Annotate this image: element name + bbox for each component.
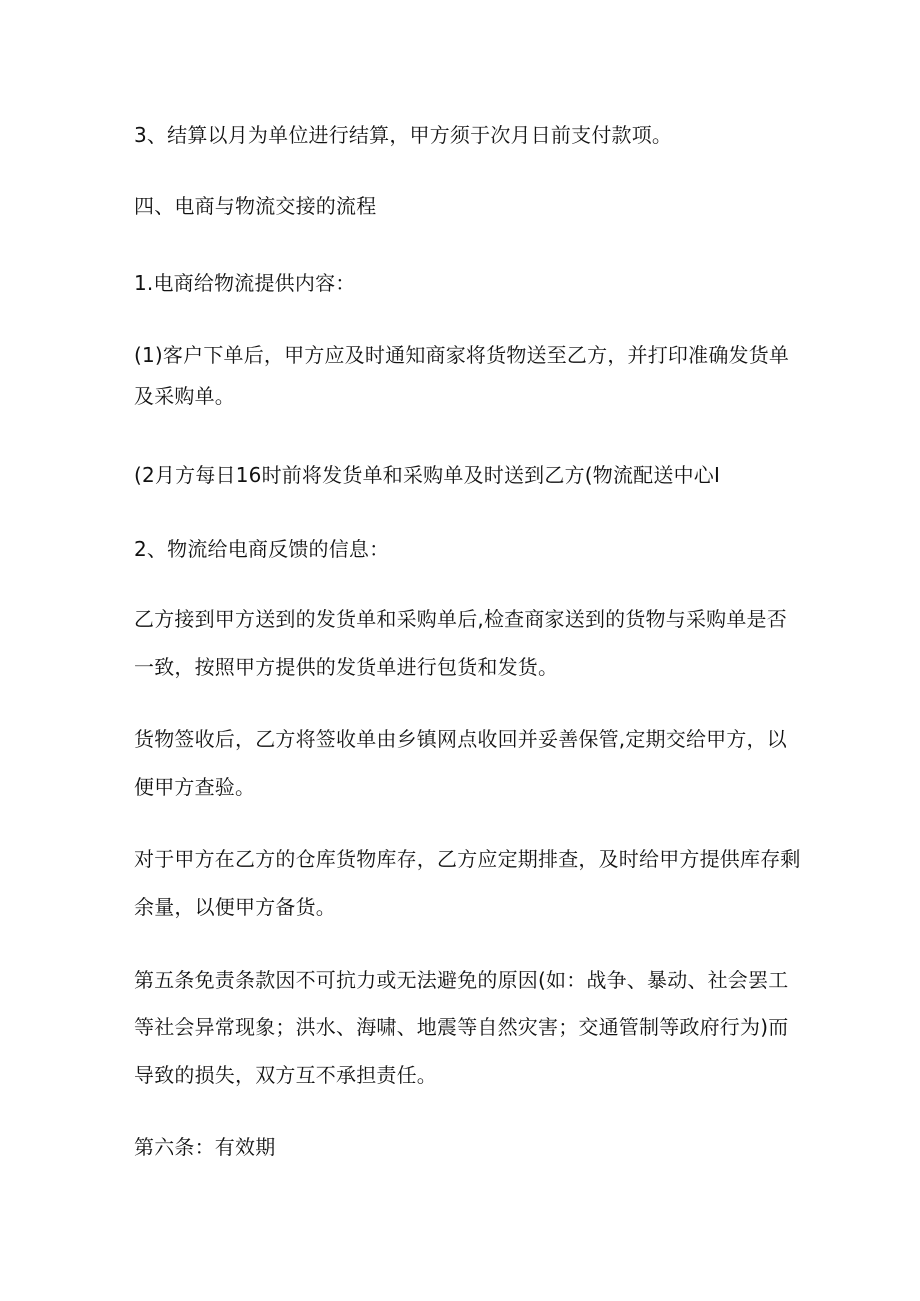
article-five-line-1: 第五条免责条款因不可抗力或无法避免的原因(如：战争、暴动、社会罢工: [134, 968, 789, 992]
item-1-heading: 1.电商给物流提供内容：: [134, 271, 356, 295]
item-1-1-text-line-1: (1)客户下单后，甲方应及时通知商家将货物送至乙方，并打印准确发货单: [134, 343, 790, 367]
article-five-line-2: 等社会异常现象；洪水、海啸、地震等自然灾害；交通管制等政府行为)而: [134, 1015, 789, 1039]
item-1-2-text: (2月方每日16时前将发货单和采购单及时送到乙方(物流配送中心I: [134, 463, 721, 487]
section-four-heading: 四、电商与物流交接的流程: [134, 194, 377, 218]
clause-settlement-text: 3、结算以月为单位进行结算，甲方须于次月日前支付款项。: [134, 123, 673, 147]
paragraph-inventory-line-2: 余量，以便甲方备货。: [134, 895, 336, 919]
paragraph-inspection-line-2: 一致，按照甲方提供的发货单进行包货和发货。: [134, 655, 559, 679]
paragraph-inspection-line-1: 乙方接到甲方送到的发货单和采购单后,检查商家送到的货物与采购单是否: [134, 607, 787, 631]
paragraph-receipt-line-1: 货物签收后，乙方将签收单由乡镇网点收回并妥善保管,定期交给甲方，以: [134, 727, 787, 751]
item-2-heading: 2、物流给电商反馈的信息：: [134, 537, 390, 561]
paragraph-inventory-line-1: 对于甲方在乙方的仓库货物库存，乙方应定期排查，及时给甲方提供库存剩: [134, 847, 801, 871]
item-1-1-text-line-2: 及采购单。: [134, 384, 235, 408]
article-five-line-3: 导致的损失，双方互不承担责任。: [134, 1063, 437, 1087]
article-six-heading: 第六条：有效期: [134, 1135, 276, 1159]
paragraph-receipt-line-2: 便甲方查验。: [134, 775, 256, 799]
